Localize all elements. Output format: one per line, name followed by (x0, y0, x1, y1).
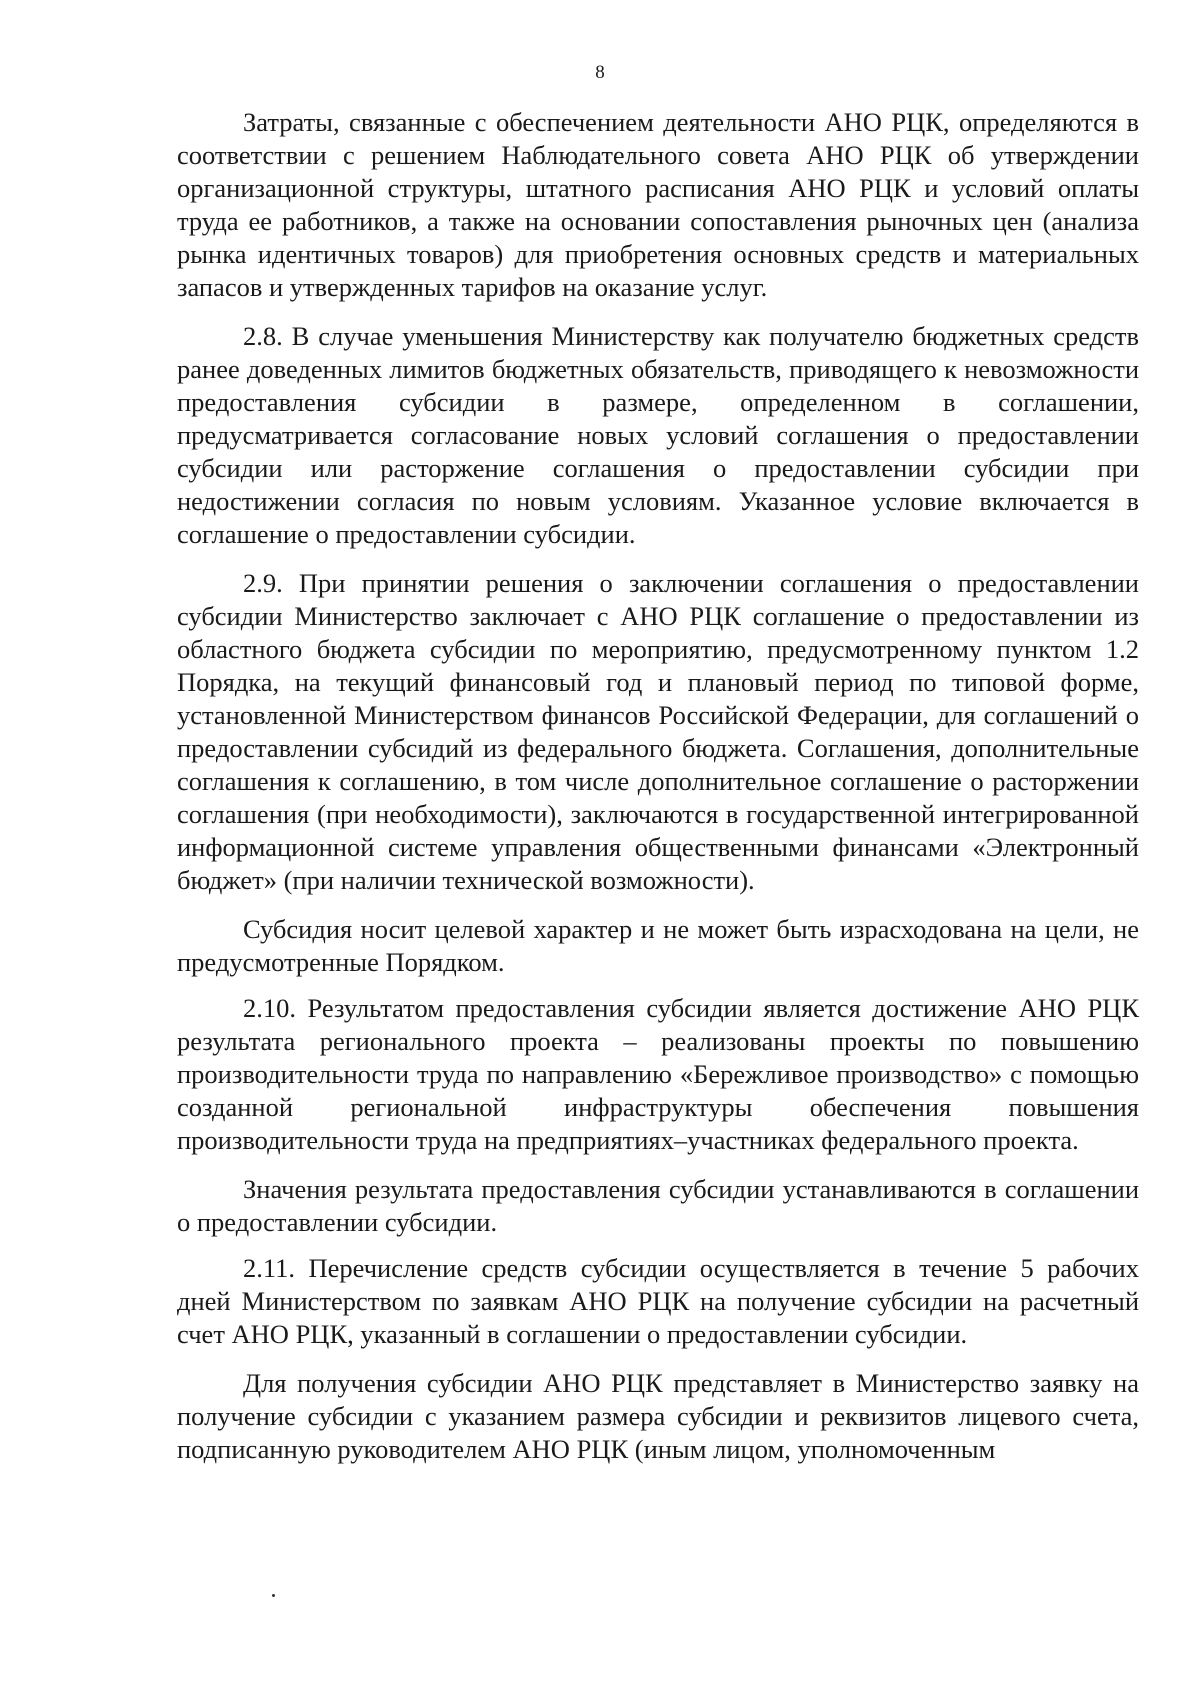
paragraph-2-8: 2.8. В случае уменьшения Министерству как получателю бюджетных средств ранее доведенных лимитов бюджетных обязательств, приводящего к невозможности предоставления субсидии в размере, определенном в соглашении, предусматривается согласование новых условий соглашения о предоставлении субсидии или расторжение соглашения о предоставлении субсидии при недостижении согласия по новым условиям. Указанное условие включается в соглашение о предоставлении субсидии. (177, 321, 1139, 549)
paragraph-subsidy-purpose: Субсидия носит целевой характер и не может быть израсходована на цели, не предусмотренные Порядком. (177, 914, 1139, 977)
page-number: 8 (595, 62, 605, 83)
document-body (177, 106, 1139, 1482)
paragraph-2-11: 2.11. Перечисление средств субсидии осуществляется в течение 5 рабочих дней Министерством по заявкам АНО РЦК на получение субсидии на расчетный счет АНО РЦК, указанный в соглашении о предоставлении субсидии. (177, 1253, 1139, 1349)
paragraph-2-9: 2.9. При принятии решения о заключении соглашения о предоставлении субсидии Министерство заключает с АНО РЦК соглашение о предоставлении из областного бюджета субсидии по мероприятию, предусмотренному пунктом 1.2 Порядка, на текущий финансовый год и плановый период по типовой форме, установленной Министерством финансов Российской Федерации, для соглашений о предоставлении субсидий из федерального бюджета. Соглашения, дополнительные соглашения к соглашению, в том числе дополнительное соглашение о расторжении соглашения (при необходимости), заключаются в государственной интегрированной информационной системе управления общественными финансами «Электронный бюджет» (при наличии технической возможности). (177, 568, 1139, 895)
paragraph-2-10: 2.10. Результатом предоставления субсидии является достижение АНО РЦК результата регионального проекта – реализованы проекты по повышению производительности труда по направлению «Бережливое производство» с помощью созданной региональной инфраструктуры обеспечения повышения производительности труда на предприятиях–участниках федерального проекта. (177, 993, 1139, 1155)
paragraph-result-values: Значения результата предоставления субсидии устанавливаются в соглашении о предоставлении субсидии. (177, 1174, 1139, 1237)
paragraph-costs: Затраты, связанные с обеспечением деятельности АНО РЦК, определяются в соответствии с решением Наблюдательного совета АНО РЦК об утверждении организационной структуры, штатного расписания АНО РЦК и условий оплаты труда ее работников, а также на основании сопоставления рыночных цен (анализа рынка идентичных товаров) для приобретения основных средств и материальных запасов и утвержденных тарифов на оказание услуг. (177, 107, 1139, 302)
paragraph-application: Для получения субсидии АНО РЦК представляет в Министерство заявку на получение субсидии с указанием размера субсидии и реквизитов лицевого счета, подписанную руководителем АНО РЦК (иным лицом, уполномоченным (177, 1368, 1139, 1464)
scan-speck (272, 1594, 275, 1597)
